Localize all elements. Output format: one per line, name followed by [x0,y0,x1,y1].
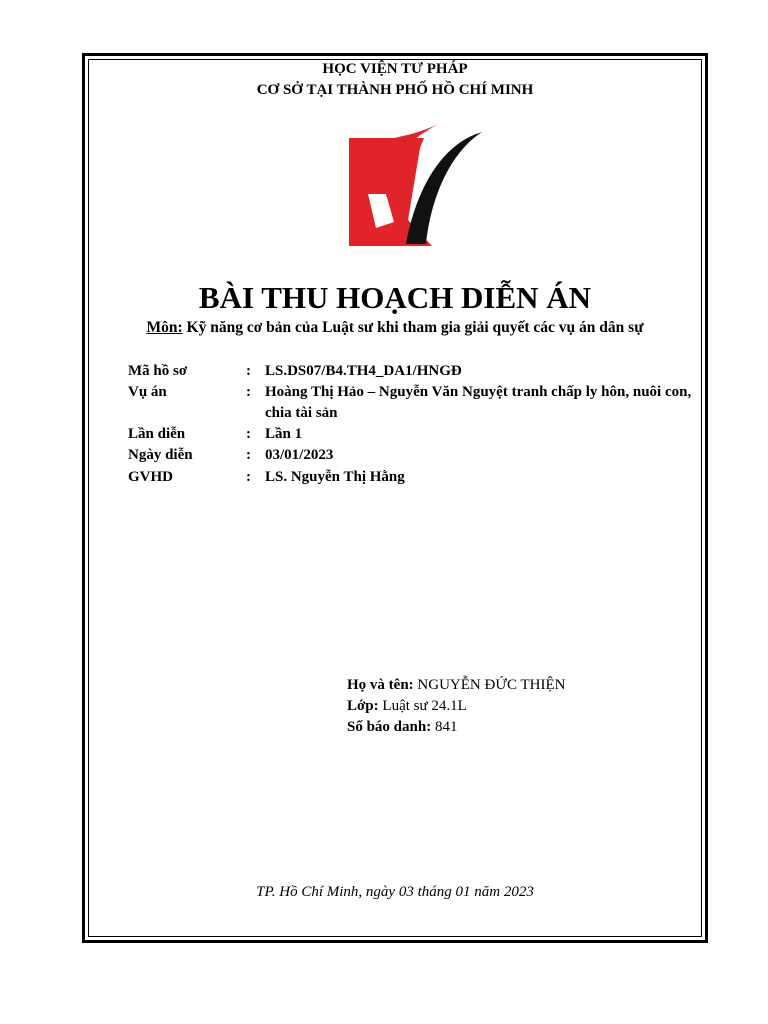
academy-logo-icon [346,120,488,248]
student-id [347,717,457,737]
institution-campus: CƠ SỞ TẠI THÀNH PHỐ HỒ CHÍ MINH [256,82,534,98]
student-name [347,675,565,695]
student-class [347,696,467,716]
subject-text: Kỹ năng cơ bản của Luật sư khi tham gia giải quyết các vụ án dân sự [182,319,644,336]
info-row-instructor [128,467,698,487]
info-value: LS.DS07/B4.TH4_DA1/HNGĐ [265,363,462,379]
info-key: Mã hồ sơ [128,363,188,379]
student-class-label: Lớp: [347,698,379,714]
student-name-value: NGUYỄN ĐỨC THIỆN [413,677,566,693]
info-row-date [128,445,698,465]
info-separator: : [246,384,251,400]
info-value: 03/01/2023 [265,447,334,463]
info-key: Vụ án [128,384,167,400]
student-id-label: Số báo danh: [347,719,432,735]
institution-name: HỌC VIỆN TƯ PHÁP [322,61,468,77]
student-class-value: Luật sư 24.1L [378,698,467,714]
info-separator: : [246,363,251,379]
place-date-line: TP. Hồ Chí Minh, ngày 03 tháng 01 năm 2023 [256,884,534,900]
info-key: Ngày diễn [128,447,193,463]
student-id-value: 841 [431,719,458,735]
info-row-session [128,424,698,444]
info-key: Lần diễn [128,426,186,442]
info-key: GVHD [128,469,173,485]
info-separator: : [246,469,251,485]
info-row-case [128,382,698,424]
info-separator: : [246,447,251,463]
student-name-label: Họ và tên: [347,677,414,693]
info-value: Lần 1 [265,426,303,442]
info-value: Hoàng Thị Hảo – Nguyễn Văn Nguyệt tranh chấp ly hôn, nuôi con, chia tài sản [265,384,692,421]
subject-line [88,318,702,338]
info-separator: : [246,426,251,442]
info-row-case-code [128,361,698,381]
info-value: LS. Nguyễn Thị Hằng [265,469,405,485]
document-title: BÀI THU HOẠCH DIỄN ÁN [198,280,592,315]
subject-label: Môn: [146,319,183,336]
